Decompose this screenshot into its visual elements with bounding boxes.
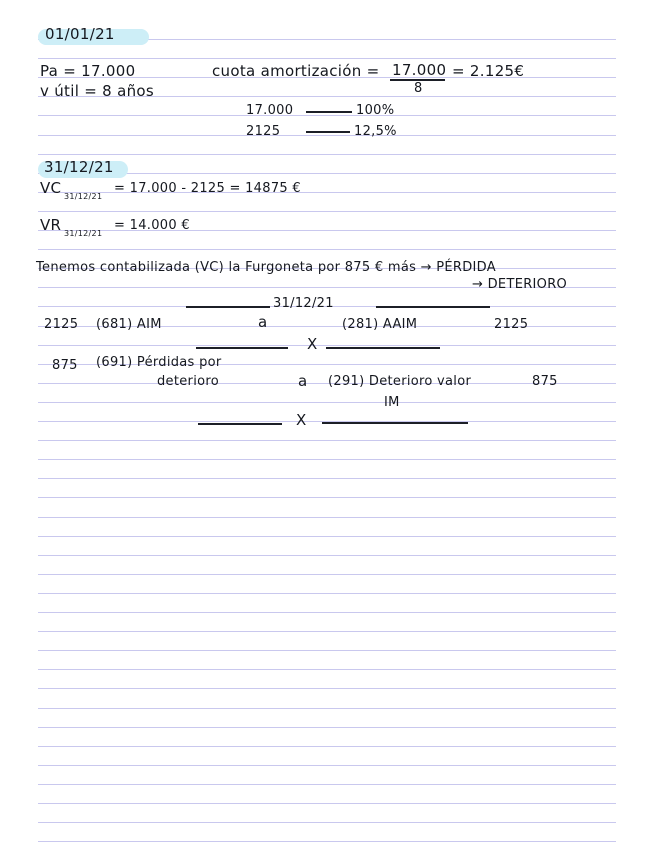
journal-1-close-left (196, 347, 288, 349)
ruled-line (38, 154, 616, 155)
recoverable-value-calc: = 14.000 € (114, 218, 190, 233)
ruled-line (38, 517, 616, 518)
ruled-line (38, 631, 616, 632)
journal-1-credit-amount: 2125 (494, 317, 529, 332)
proportion-quota: 2125 (246, 124, 281, 139)
acquisition-price: Pa = 17.000 (40, 62, 136, 80)
proportion-base: 17.000 (246, 103, 294, 118)
journal-2-credit-amount: 875 (532, 374, 558, 389)
journal-2-close-mark: X (296, 411, 307, 429)
book-value-date: 31/12/21 (64, 192, 103, 201)
depreciation-result: = 2.125€ (452, 62, 525, 80)
journal-2-to: a (298, 372, 308, 390)
ruled-line (38, 383, 616, 384)
ruled-line (38, 478, 616, 479)
proportion-base-percent: 100% (356, 103, 395, 118)
journal-2-debit-amount: 875 (52, 358, 78, 373)
ruled-line (38, 402, 616, 403)
proportion-dash-1 (306, 111, 352, 113)
ruled-line (38, 765, 616, 766)
journal-1-credit-account: (281) AAIM (342, 317, 418, 332)
journal-1-debit-amount: 2125 (44, 317, 79, 332)
ruled-line (38, 536, 616, 537)
depreciation-numerator: 17.000 (392, 61, 447, 79)
ruled-line (38, 822, 616, 823)
ruled-line (38, 708, 616, 709)
ruled-line (38, 345, 616, 346)
ruled-line (38, 115, 616, 116)
journal-1-rule-left (186, 306, 270, 308)
useful-life: v útil = 8 años (40, 82, 154, 100)
recoverable-value-date: 31/12/21 (64, 229, 103, 238)
ruled-line (38, 249, 616, 250)
journal-2-debit-account-line1: (691) Pérdidas por (96, 355, 222, 370)
book-value-symbol: VC (40, 179, 62, 197)
ruled-line (38, 746, 616, 747)
journal-1-close-mark: X (307, 335, 318, 353)
journal-1-rule-right (376, 306, 490, 308)
proportion-dash-2 (306, 131, 350, 133)
ruled-line (38, 58, 616, 59)
journal-2-close-right (322, 422, 468, 424)
depreciation-label: cuota amortización = (212, 62, 380, 80)
ruled-line (38, 459, 616, 460)
impairment-statement: Tenemos contabilizada (VC) la Furgoneta por 875 € más → PÉRDIDA (36, 260, 496, 275)
ruled-line (38, 135, 616, 136)
ruled-line (38, 841, 616, 842)
ruled-line (38, 727, 616, 728)
ruled-line (38, 688, 616, 689)
journal-2-credit-account-line2: IM (384, 395, 400, 410)
ruled-line (38, 555, 616, 556)
journal-2-debit-account-line2: deterioro (157, 374, 219, 389)
ruled-line (38, 650, 616, 651)
year-end-date: 31/12/21 (44, 158, 114, 176)
ruled-line (38, 593, 616, 594)
ruled-line (38, 497, 616, 498)
recoverable-value-symbol: VR (40, 216, 62, 234)
journal-1-debit-account: (681) AIM (96, 317, 162, 332)
proportion-quota-percent: 12,5% (354, 124, 397, 139)
ruled-line (38, 211, 616, 212)
ruled-line (38, 803, 616, 804)
journal-1-close-right (326, 347, 440, 349)
ruled-line (38, 669, 616, 670)
journal-1-to: a (258, 313, 268, 331)
journal-2-credit-account-line1: (291) Deterioro valor (328, 374, 472, 389)
depreciation-denominator: 8 (414, 81, 423, 96)
journal-1-date: 31/12/21 (273, 296, 334, 311)
ruled-line (38, 440, 616, 441)
ruled-line (38, 574, 616, 575)
journal-2-close-left (198, 423, 282, 425)
ruled-line (38, 612, 616, 613)
impairment-arrow-label: → DETERIORO (472, 277, 568, 292)
ruled-line (38, 784, 616, 785)
date-heading: 01/01/21 (45, 25, 115, 43)
book-value-calc: = 17.000 - 2125 = 14875 € (114, 181, 301, 196)
